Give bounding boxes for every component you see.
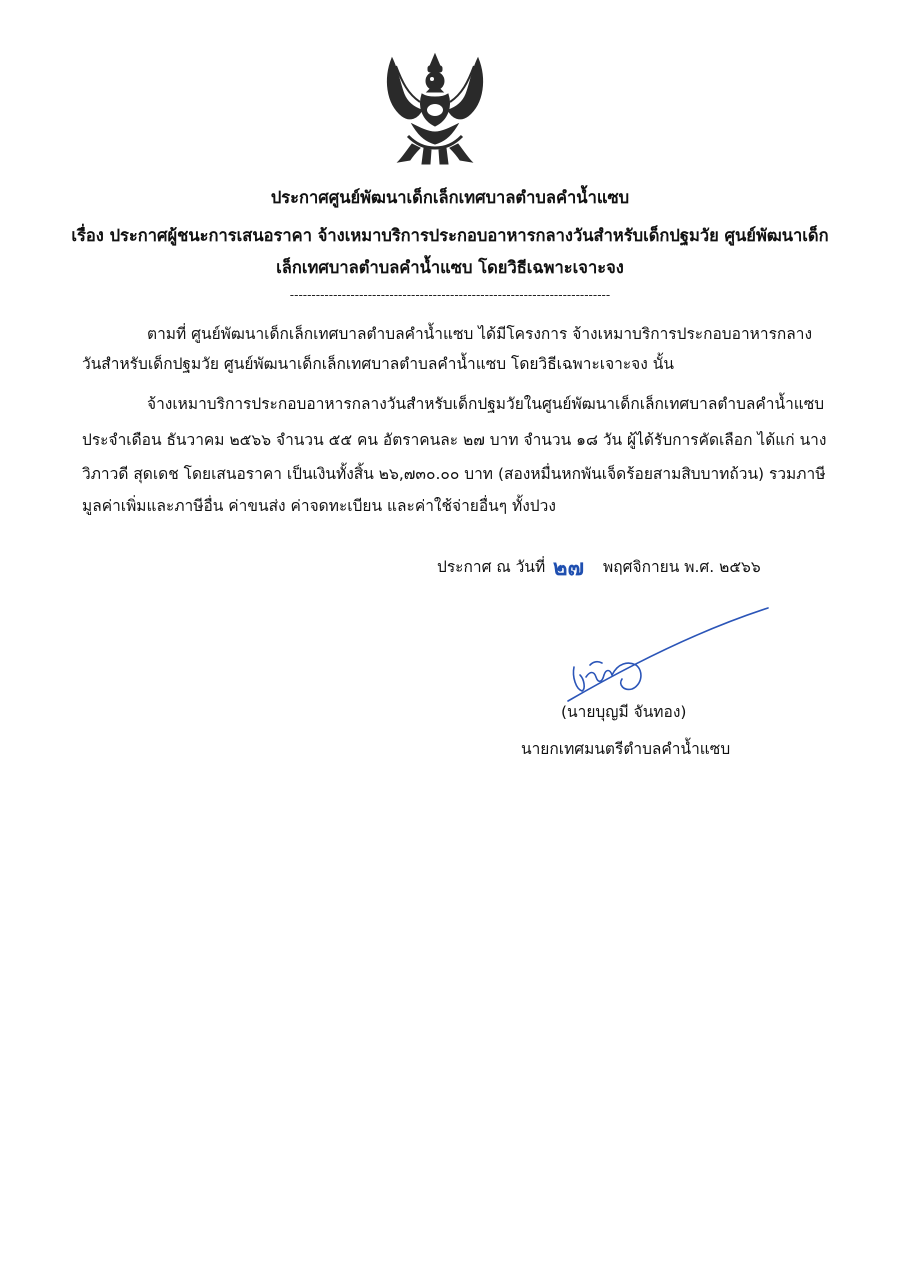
paragraph-2-line-1: จ้างเหมาบริการประกอบอาหารกลางวันสำหรับเด็กปฐมวัยในศูนย์พัฒนาเด็กเล็กเทศบาลตำบลคำน้ำแซบ <box>147 395 825 413</box>
signature-mark <box>560 605 775 705</box>
signer-position: นายกเทศมนตรีตำบลคำน้ำแซบ <box>521 740 731 758</box>
date-prefix: ประกาศ ณ วันที่ <box>437 558 546 576</box>
subject-line-2: เล็กเทศบาลตำบลคำน้ำแซบ โดยวิธีเฉพาะเจาะจง <box>276 258 624 277</box>
announcement-title: ประกาศศูนย์พัฒนาเด็กเล็กเทศบาลตำบลคำน้ำแซบ <box>270 188 630 207</box>
garuda-emblem-icon <box>382 48 488 168</box>
svg-text:๒๗: ๒๗ <box>553 556 585 580</box>
handwritten-day <box>552 552 590 580</box>
paragraph-2-line-3: วิภาวดี สุดเดช โดยเสนอราคา เป็นเงินทั้งสิ้น ๒๖,๗๓๐.๐๐ บาท (สองหมื่นหกพันเจ็ดร้อยสามสิบบาทถ้วน) รวมภาษี <box>82 465 826 483</box>
paragraph-1-line-2: วันสำหรับเด็กปฐมวัย ศูนย์พัฒนาเด็กเล็กเทศบาลตำบลคำน้ำแซบ โดยวิธีเฉพาะเจาะจง นั้น <box>82 355 674 373</box>
date-month-year: พฤศจิกายน พ.ศ. ๒๕๖๖ <box>603 558 761 576</box>
subject-line-1: เรื่อง ประกาศผู้ชนะการเสนอราคา จ้างเหมาบริการประกอบอาหารกลางวันสำหรับเด็กปฐมวัย ศูนย์พัฒนาเด็ก <box>71 226 829 245</box>
paragraph-2-line-2: ประจำเดือน ธันวาคม ๒๕๖๖ จำนวน ๕๕ คน อัตราคนละ ๒๗ บาท จำนวน ๑๘ วัน ผู้ได้รับการคัดเลือก ได้แก่ นาง <box>82 431 827 449</box>
signer-name: (นายบุญมี จันทอง) <box>561 703 687 721</box>
announcement-date <box>437 552 761 581</box>
paragraph-1-line-1: ตามที่ ศูนย์พัฒนาเด็กเล็กเทศบาลตำบลคำน้ำแซบ ได้มีโครงการ จ้างเหมาบริการประกอบอาหารกลาง <box>147 325 813 343</box>
paragraph-2-line-4: มูลค่าเพิ่มและภาษีอื่น ค่าขนส่ง ค่าจดทะเบียน และค่าใช้จ่ายอื่นๆ ทั้งปวง <box>82 497 556 515</box>
separator-line: -------------------------------------------------------------------------- <box>289 288 611 302</box>
